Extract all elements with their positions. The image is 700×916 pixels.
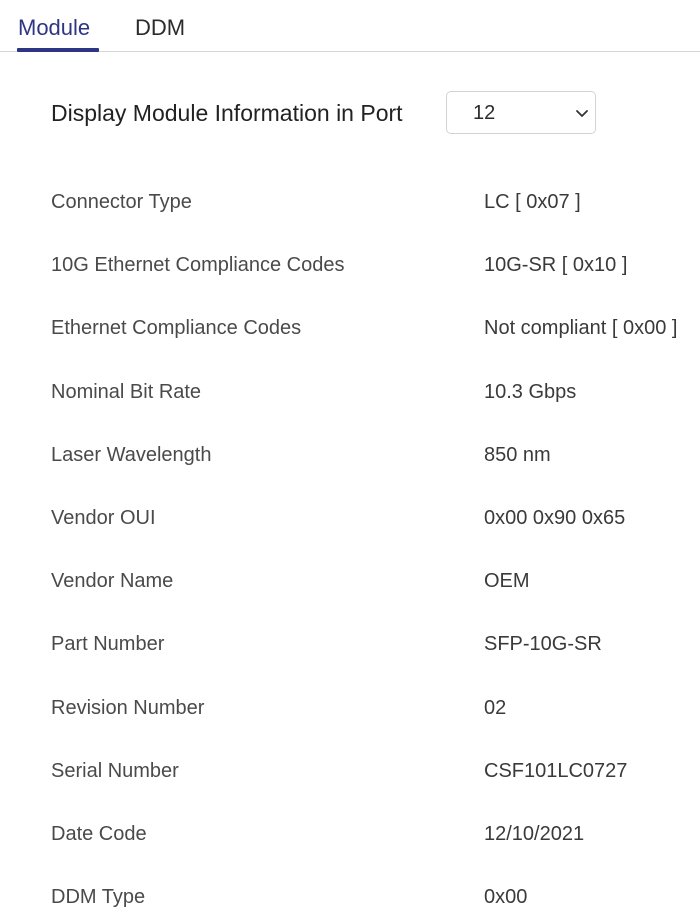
info-label: Revision Number	[51, 697, 205, 719]
info-row	[0, 187, 700, 217]
chevron-down-icon	[575, 106, 589, 120]
tab-ddm[interactable]: DDM	[135, 15, 186, 40]
tab-module[interactable]: Module	[18, 15, 91, 40]
info-value: 10G-SR [ 0x10 ]	[484, 254, 628, 276]
info-row	[0, 503, 700, 533]
info-row	[0, 819, 700, 849]
info-label: Vendor Name	[51, 570, 174, 592]
info-row	[0, 250, 700, 280]
info-label: Serial Number	[51, 760, 179, 782]
info-value: 12/10/2021	[484, 823, 585, 845]
info-row	[0, 882, 700, 912]
info-value: SFP-10G-SR	[484, 633, 602, 655]
info-value: 02	[484, 697, 507, 719]
active-tab-indicator	[17, 48, 99, 52]
info-row	[0, 566, 700, 596]
info-label: Connector Type	[51, 191, 192, 213]
info-row	[0, 440, 700, 470]
info-value: 850 nm	[484, 444, 551, 466]
info-row	[0, 313, 700, 343]
info-label: Nominal Bit Rate	[51, 381, 202, 403]
tab-bar	[0, 0, 700, 52]
info-value: 0x00 0x90 0x65	[484, 507, 626, 529]
info-label: 10G Ethernet Compliance Codes	[51, 254, 345, 276]
info-row	[0, 629, 700, 659]
port-select-value: 12	[473, 102, 496, 124]
info-value: 0x00	[484, 886, 528, 908]
info-value: LC [ 0x07 ]	[484, 191, 581, 213]
info-row	[0, 756, 700, 786]
info-row	[0, 377, 700, 407]
info-value: Not compliant [ 0x00 ]	[484, 317, 678, 339]
info-label: DDM Type	[51, 886, 146, 908]
info-label: Vendor OUI	[51, 507, 156, 529]
info-label: Laser Wavelength	[51, 444, 212, 466]
info-value: OEM	[484, 570, 530, 592]
info-label: Date Code	[51, 823, 147, 845]
info-value: CSF101LC0727	[484, 760, 628, 782]
info-row	[0, 693, 700, 723]
info-label: Part Number	[51, 633, 165, 655]
info-label: Ethernet Compliance Codes	[51, 317, 302, 339]
port-selector-label: Display Module Information in Port	[51, 100, 403, 126]
info-value: 10.3 Gbps	[484, 381, 577, 403]
port-select[interactable]	[446, 91, 596, 134]
